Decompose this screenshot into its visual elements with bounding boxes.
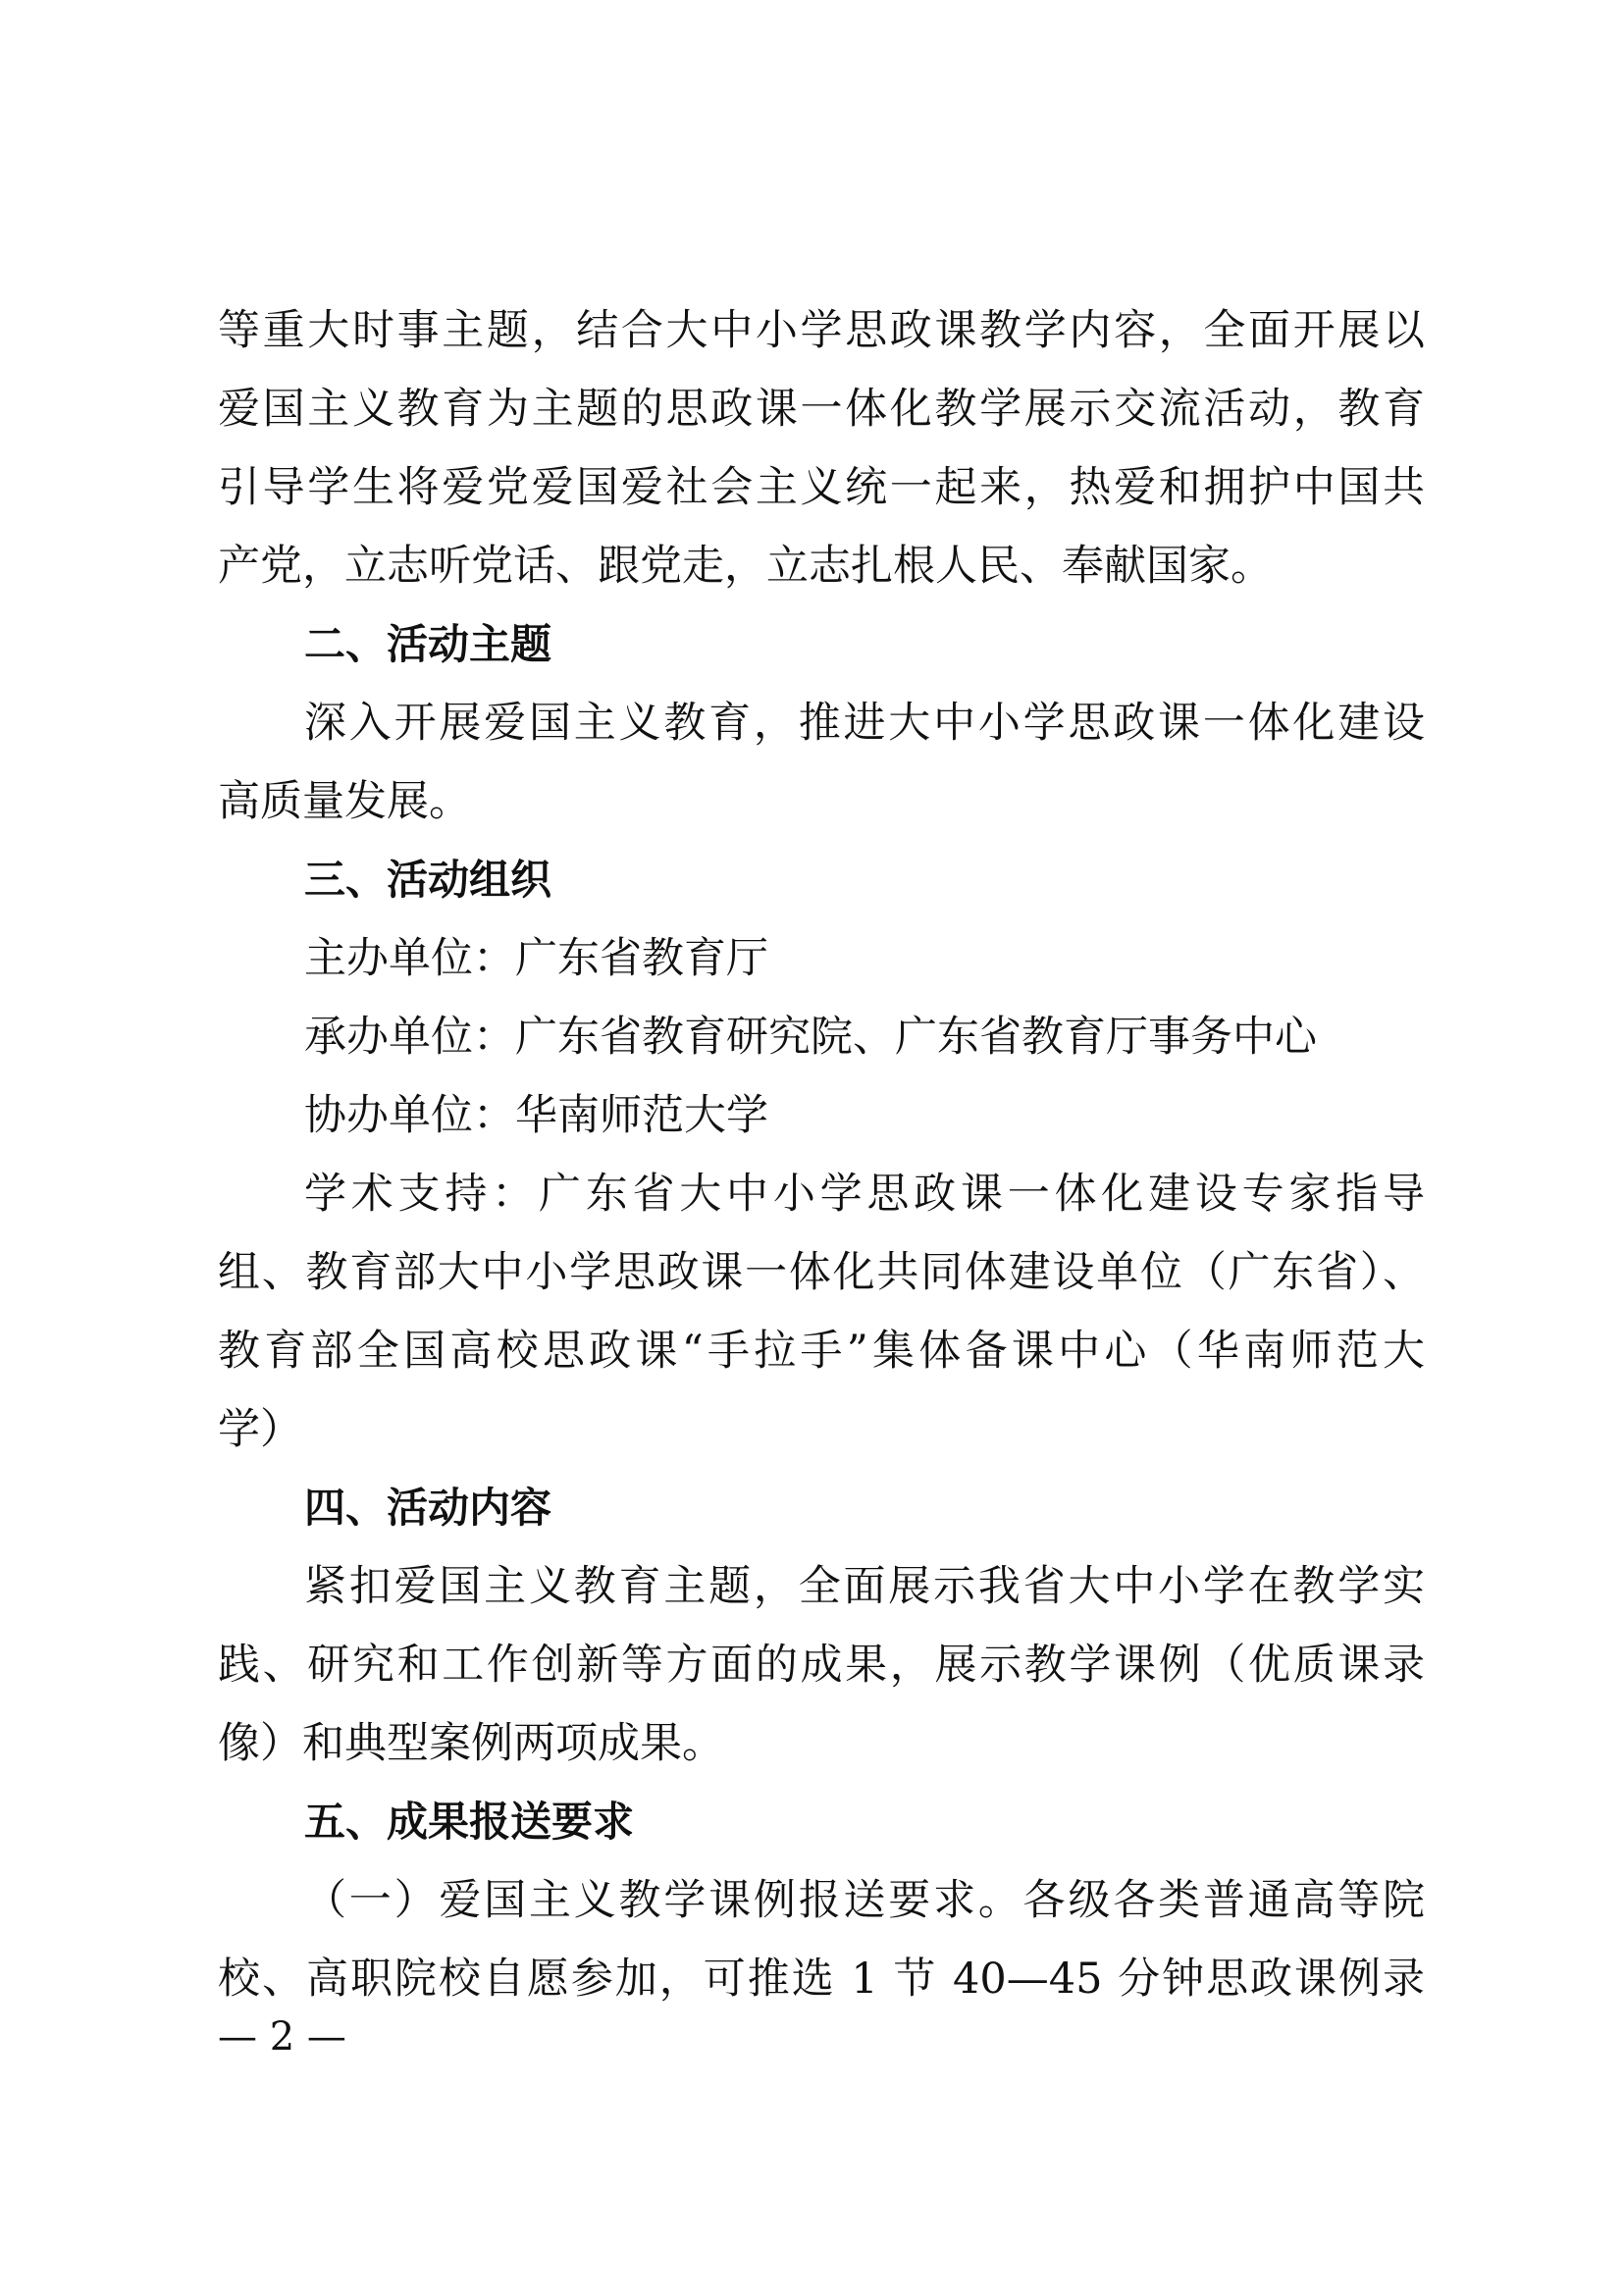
body-line: 紧扣爱国主义教育主题，全面展示我省大中小学在教学实	[304, 1562, 1425, 1611]
body-line: 产党，立志听党话、跟党走，立志扎根人民、奉献国家。	[218, 542, 1273, 591]
academic-support-line: 学术支持：广东省大中小学思政课一体化建设专家指导	[304, 1170, 1425, 1219]
body-line: （一）爱国主义教学课例报送要求。各级各类普通高等院	[304, 1876, 1425, 1925]
page-number: — 2 —	[218, 2014, 346, 2060]
co-organizer-line: 协办单位：华南师范大学	[304, 1091, 768, 1140]
section-heading-organization: 三、活动组织	[304, 856, 552, 904]
body-line: 爱国主义教育为主题的思政课一体化教学展示交流活动，教育	[218, 385, 1425, 434]
body-line: 像）和典型案例两项成果。	[218, 1719, 724, 1768]
body-line: 教育部全国高校思政课“手拉手”集体备课中心（华南师范大	[218, 1327, 1425, 1376]
body-line: 校、高职院校自愿参加，可推选 1 节 40—45 分钟思政课例录	[218, 1955, 1425, 2004]
section-heading-submission: 五、成果报送要求	[304, 1798, 635, 1846]
body-line: 等重大时事主题，结合大中小学思政课教学内容，全面开展以	[218, 306, 1425, 355]
body-line: 组、教育部大中小学思政课一体化共同体建设单位（广东省）、	[218, 1248, 1425, 1297]
body-line: 深入开展爱国主义教育，推进大中小学思政课一体化建设	[304, 699, 1425, 748]
section-heading-content: 四、活动内容	[304, 1484, 552, 1532]
undertaker-line: 承办单位：广东省教育研究院、广东省教育厅事务中心	[304, 1013, 1317, 1062]
body-line: 引导学生将爱党爱国爱社会主义统一起来，热爱和拥护中国共	[218, 463, 1425, 512]
section-heading-theme: 二、活动主题	[304, 620, 552, 668]
body-line: 践、研究和工作创新等方面的成果，展示教学课例（优质课录	[218, 1641, 1425, 1690]
organizer-line: 主办单位：广东省教育厅	[304, 934, 768, 983]
body-line: 学）	[218, 1405, 302, 1454]
body-line: 高质量发展。	[218, 777, 471, 826]
